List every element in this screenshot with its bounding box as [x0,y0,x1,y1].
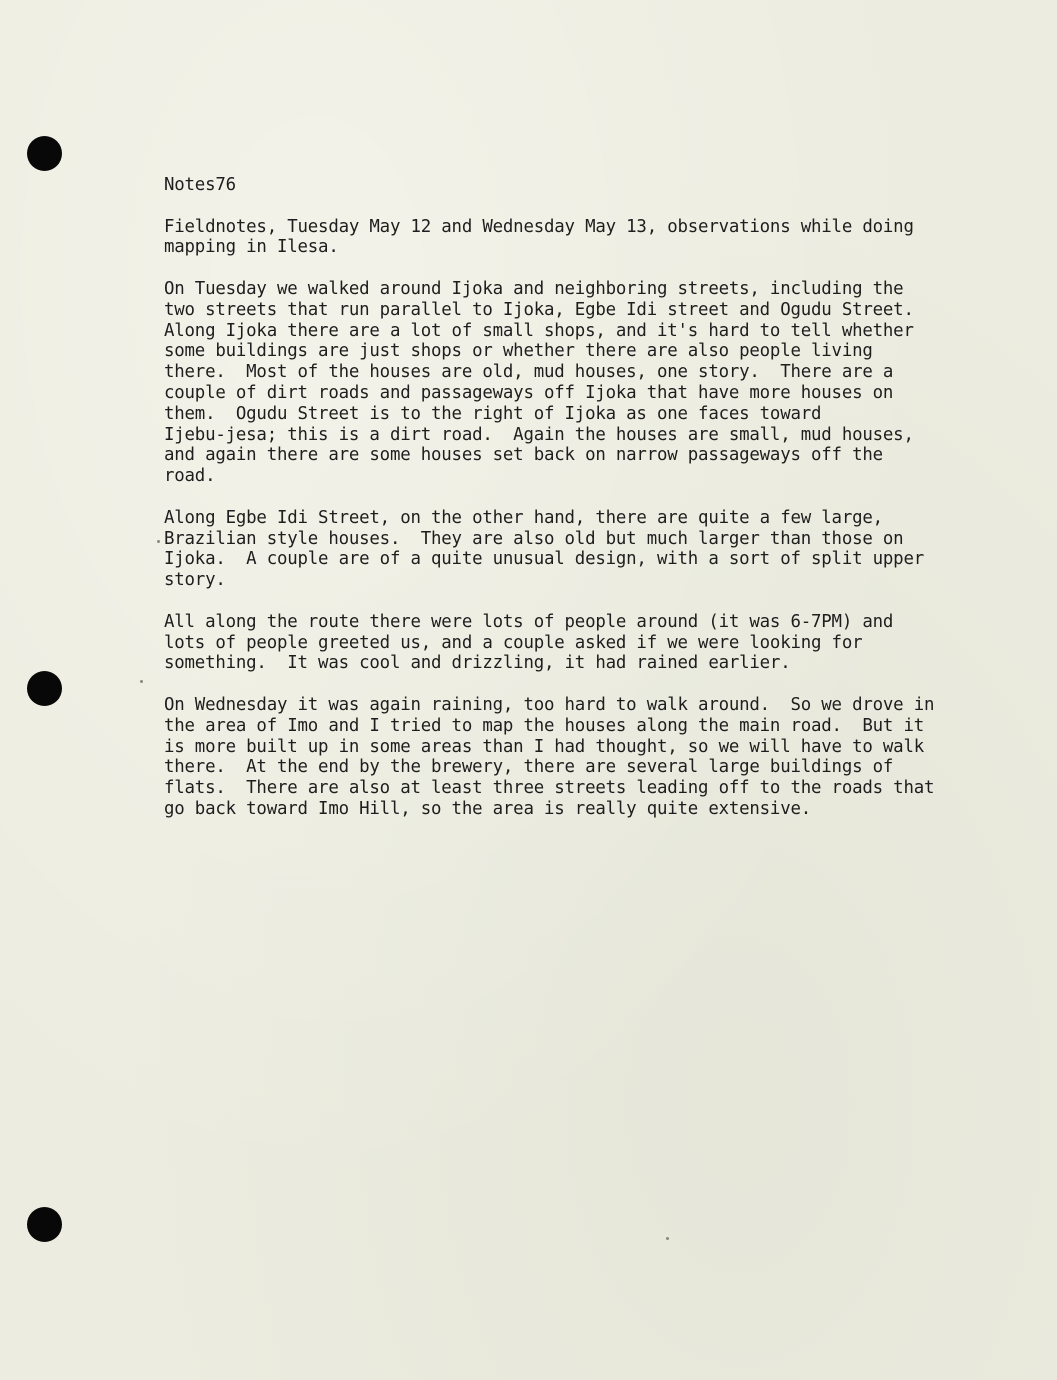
punch-hole-middle [27,671,62,706]
paragraph-route: All along the route there were lots of people around (it was 6-7PM) and lots of people greeted us, and a couple asked if we were looking for something. It was cool and drizzling, it had rained earlier. [164,611,894,674]
paper-speck [157,540,160,543]
paper-speck [666,1237,669,1240]
paragraph-tuesday: On Tuesday we walked around Ijoka and neighboring streets, including the two streets that run parallel to Ijoka, Egbe Idi street and Ogudu Street. Along Ijoka there are a lot of small shops, and it's hard to tell whether some buildings are just shops or whether there are also people living there. Most of the houses are old, mud houses, one story. There are a couple of dirt roads and passageways off Ijoka that have more houses on them. Ogudu Street is to the right of Ijoka as one faces toward Ijebu-jesa; this is a dirt road. Again the houses are small, mud houses, and again there are some houses set back on narrow passageways off the road. [164,278,914,487]
punch-hole-top [27,136,62,171]
document-title: Notes76 [164,175,236,195]
paragraph-intro: Fieldnotes, Tuesday May 12 and Wednesday May 13, observations while doing mapping in Ilesa. [164,216,914,258]
paper-speck [140,680,143,683]
paragraph-egbe-idi: Along Egbe Idi Street, on the other hand, there are quite a few large, Brazilian style houses. They are also old but much larger than those on Ijoka. A couple are of a quite unusual design, with a sort of split upper story. [164,507,924,591]
punch-hole-bottom [27,1207,62,1242]
typed-notes [164,175,994,841]
paragraph-wednesday: On Wednesday it was again raining, too hard to walk around. So we drove in the area of Imo and I tried to map the houses along the main road. But it is more built up in some areas than I had thought, so we will have to walk there. At the end by the brewery, there are several large buildings of flats. There are also at least three streets leading off to the roads that go back toward Imo Hill, so the area is really quite extensive. [164,694,935,819]
